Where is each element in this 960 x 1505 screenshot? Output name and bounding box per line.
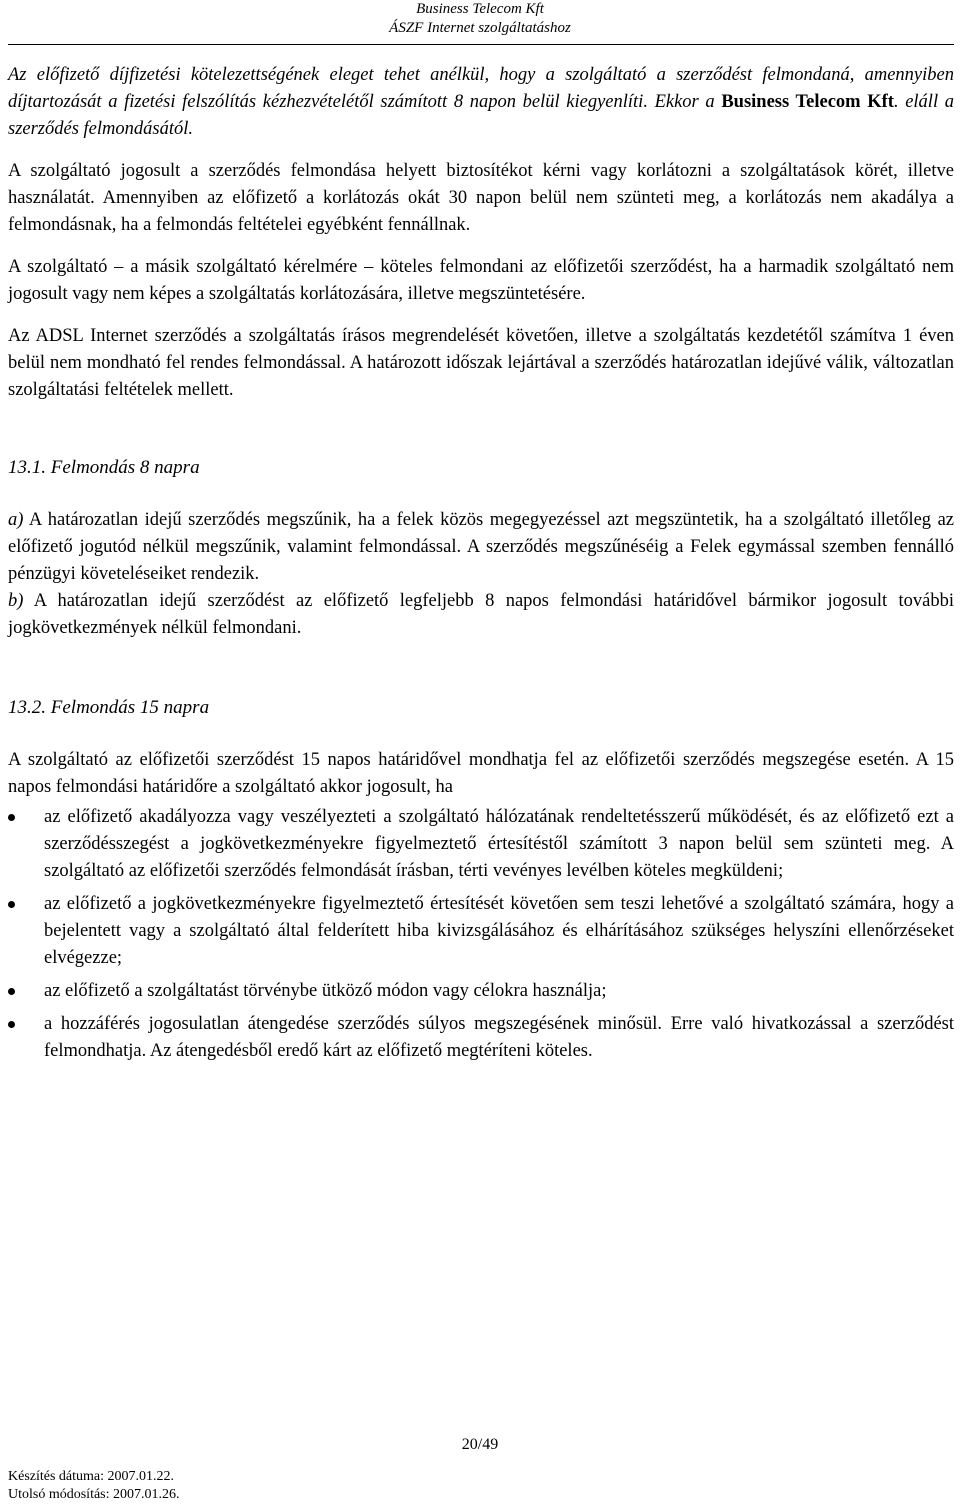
termination-conditions-list (8, 804, 954, 1065)
list-item-text: az előfizető akadályozza vagy veszélyezteti a szolgáltató hálózatának rendeltetésszerű működését, és az előfizető ezt a szerződésszegést a jogkövetkezményekre figyelmeztető értesítéstől számított 3 napon belül sem szünteti meg. A szolgáltató az előfizetői szerződés felmondását írásban, térti vevényes levélben köteles megküldeni; (44, 807, 954, 881)
bullet-icon (8, 901, 15, 908)
created-date: Készítés dátuma: 2007.01.22. (8, 1469, 175, 1484)
paragraph-payment-text-2: . eláll a szerződés felmondásától. (8, 92, 954, 139)
modified-date: Utolsó módosítás: 2007.01.26. (8, 1487, 180, 1502)
item-a-label: a) (8, 510, 24, 530)
list-item (8, 978, 954, 1005)
bullet-icon (8, 988, 15, 995)
bullet-icon (8, 814, 15, 821)
footer-dates (8, 1468, 180, 1504)
paragraph-payment-text-1: Az előfizető díjfizetési kötelezettségének eleget tehet anélkül, hogy a szolgáltató a szerződést felmondaná, amennyiben díjtartozását a fizetési felszólítás kézhezvételétől számított 8 napon belül kiegyenlíti. Ekkor a (8, 65, 954, 112)
page-header (0, 0, 960, 38)
item-a-text: A határozatlan idejű szerződés megszűnik, ha a felek közös megegyezéssel azt megszüntetik, ha a szolgáltató illetőleg az előfizető jogutód nélkül megszűnik, valamint felmondással. A szerződés megszűnéséig a Felek egymással szemben fennálló pénzügyi követeléseiket rendezik. (8, 510, 954, 584)
list-item (8, 891, 954, 972)
section-13-1-item-b (8, 588, 954, 642)
list-item-text: az előfizető a jogkövetkezményekre figyelmeztető értesítését követően sem teszi lehetővé a szolgáltató számára, hogy a bejelentett vagy a szolgáltató által felderített hiba kivizsgálásához és elhárításához szükséges helyszíni ellenőrzéseket elvégezze; (44, 894, 954, 968)
section-13-2-intro: A szolgáltató az előfizetői szerződést 15 napos határidővel mondhatja fel az előfizetői szerződés megszegése esetén. A 15 napos felmondási határidőre a szolgáltató akkor jogosult, ha (8, 750, 954, 797)
list-item-text: az előfizető a szolgáltatást törvénybe ütköző módon vagy célokra használja; (44, 981, 607, 1001)
section-13-2-heading: 13.2. Felmondás 15 napra (8, 697, 210, 718)
list-item-text: a hozzáférés jogosulatlan átengedése szerződés súlyos megszegésének minősül. Erre való hivatkozással a szerződést felmondhatja. Az átengedésből eredő kárt az előfizető megtéríteni köteles. (44, 1014, 954, 1061)
item-b-label: b) (8, 591, 24, 611)
bullet-icon (8, 1021, 15, 1028)
header-doc-title: ÁSZF Internet szolgáltatáshoz (389, 20, 571, 36)
header-divider (8, 44, 954, 45)
paragraph-restriction: A szolgáltató jogosult a szerződés felmondása helyett biztosítékot kérni vagy korlátozni a szolgáltatások körét, illetve használatát. Amennyiben az előfizető a korlátozás okát 30 napon belül nem szünteti meg, a korlátozás nem akadálya a felmondásnak, ha a felmondás feltételei egyébként fennállnak. (8, 161, 954, 235)
page-number: 20/49 (461, 1436, 499, 1453)
paragraph-other-provider: A szolgáltató – a másik szolgáltató kérelmére – köteles felmondani az előfizetői szerződést, ha a harmadik szolgáltató nem jogosult vagy nem képes a szolgáltatás korlátozására, illetve megszüntetésére. (8, 257, 954, 304)
document-body (8, 62, 954, 1065)
company-name: Business Telecom Kft (721, 92, 894, 112)
section-13-1-heading: 13.1. Felmondás 8 napra (8, 457, 200, 478)
list-item (8, 804, 954, 885)
paragraph-payment (8, 62, 954, 143)
header-company: Business Telecom Kft (416, 1, 544, 17)
section-13-1-item-a (8, 507, 954, 588)
paragraph-adsl: Az ADSL Internet szerződés a szolgáltatás írásos megrendelését követően, illetve a szolgáltatás kezdetétől számítva 1 éven belül nem mondható fel rendes felmondással. A határozott időszak lejártával a szerződés határozatlan idejűvé válik, változatlan szolgáltatási feltételek mellett. (8, 326, 954, 400)
item-b-text: A határozatlan idejű szerződést az előfizető legfeljebb 8 napos felmondási határidővel bármikor jogosult további jogkövetkezmények nélkül felmondani. (8, 591, 954, 638)
list-item (8, 1011, 954, 1065)
